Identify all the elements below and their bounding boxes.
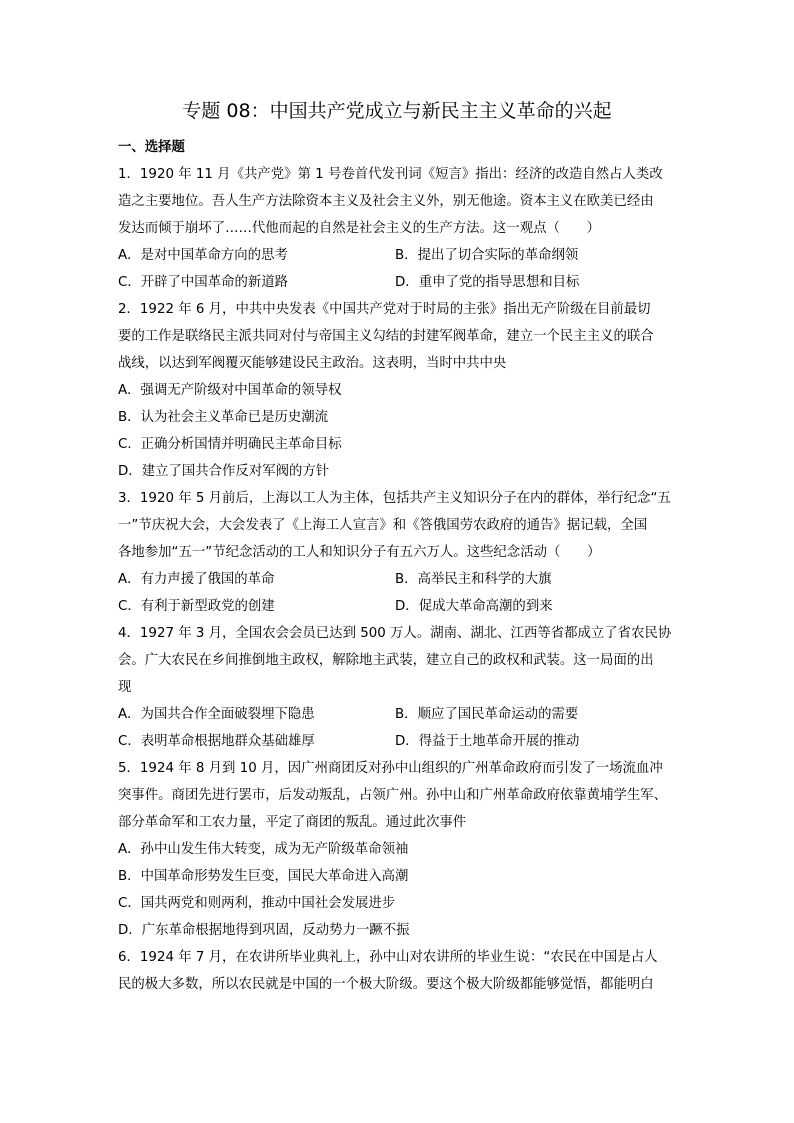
option-b: B．中国革命形势发生巨变，国民大革命进入高潮: [118, 869, 409, 884]
option-a: A．是对中国革命方向的思考: [118, 248, 288, 263]
option-c: C．有利于新型政党的创建: [118, 599, 275, 614]
option-a: A．强调无产阶级对中国革命的领导权: [118, 383, 342, 398]
option-d: D．建立了国共合作反对军阀的方针: [118, 464, 330, 479]
question-5: [118, 755, 678, 944]
question-text-line: 战线，以达到军阀覆灭能够建设民主政治。这表明，当时中共中央: [118, 356, 507, 371]
document-title: 专题 08：中国共产党成立与新民主主义革命的兴起: [182, 100, 612, 122]
question-text-line: 突事件。商团先进行罢市，后发动叛乱，占领广州。孙中山和广州革命政府依靠黄埔学生军、: [118, 788, 668, 803]
document-content: [118, 134, 678, 998]
question-text-line: 一”节庆祝大会，大会发表了《上海工人宣言》和《答俄国劳农政府的通告》据记载，全国: [118, 518, 648, 533]
options-row: [118, 728, 678, 755]
question-text-line: 6．1924 年 7 月，在农讲所毕业典礼上，孙中山对农讲所的毕业生说：“农民在中国是占人: [118, 950, 658, 965]
question-text-line: 发达而倾于崩坏了……代他而起的自然是社会主义的生产方法。这一观点（ ）: [118, 221, 601, 236]
question-2: [118, 296, 678, 485]
section-heading: 一、选择题: [118, 140, 185, 155]
option-a: A．孙中山发生伟大转变，成为无产阶级革命领袖: [118, 842, 409, 857]
question-text-line: 造之主要地位。吾人生产方法除资本主义及社会主义外，别无他途。资本主义在欧美已经由: [118, 194, 654, 209]
option-b: B．认为社会主义革命已是历史潮流: [118, 410, 329, 425]
option-d: D．促成大革命高潮的到来: [395, 599, 553, 614]
question-text-line: 要的工作是联络民主派共同对付与帝国主义勾结的封建军阀革命，建立一个民主主义的联合: [118, 329, 654, 344]
question-text-line: 部分革命军和工农力量，平定了商团的叛乱。通过此次事件: [118, 815, 467, 830]
options-row: [118, 269, 678, 296]
question-text-line: 1．1920 年 11 月《共产党》第 1 号卷首代发刊词《短言》指出：经济的改造自然占人类改: [118, 167, 663, 182]
option-c: C．表明革命根据地群众基础雄厚: [118, 734, 315, 749]
options-row: [118, 701, 678, 728]
options-row: [118, 242, 678, 269]
question-text-line: 会。广大农民在乡间推倒地主政权，解除地主武装，建立自己的政权和武装。这一局面的出: [118, 653, 654, 668]
options-row: [118, 593, 678, 620]
option-b: B．提出了切合实际的革命纲领: [395, 248, 579, 263]
option-b: B．高举民主和科学的大旗: [395, 572, 552, 587]
option-c: C．国共两党和则两利，推动中国社会发展进步: [118, 896, 396, 911]
option-d: D．广东革命根据地得到巩固，反动势力一蹶不振: [118, 923, 410, 938]
question-text-line: 3．1920 年 5 月前后，上海以工人为主体，包括共产主义知识分子在内的群体，举行纪念“五: [118, 491, 671, 506]
option-c: C．开辟了中国革命的新道路: [118, 275, 289, 290]
option-a: A．有力声援了俄国的革命: [118, 572, 275, 587]
question-4: [118, 620, 678, 755]
options-row: [118, 566, 678, 593]
option-d: D．重申了党的指导思想和目标: [395, 275, 580, 290]
option-c: C．正确分析国情并明确民主革命目标: [118, 437, 342, 452]
question-1: [118, 161, 678, 296]
question-6: [118, 944, 678, 998]
question-text-line: 5．1924 年 8 月到 10 月，因广州商团反对孙中山组织的广州革命政府而引发了一场流血冲: [118, 761, 663, 776]
question-3: [118, 485, 678, 620]
question-text-line: 2．1922 年 6 月，中共中央发表《中国共产党对于时局的主张》指出无产阶级在目前最切: [118, 302, 651, 317]
question-text-line: 各地参加“五一”节纪念活动的工人和知识分子有五六万人。这些纪念活动（ ）: [118, 545, 601, 560]
question-text-line: 现: [118, 680, 132, 695]
question-text-line: 民的极大多数，所以农民就是中国的一个极大阶级。要这个极大阶级都能够觉悟，都能明白: [118, 977, 654, 992]
option-b: B．顺应了国民革命运动的需要: [395, 707, 579, 722]
option-a: A．为国共合作全面破裂埋下隐患: [118, 707, 315, 722]
question-text-line: 4．1927 年 3 月，全国农会会员已达到 500 万人。湖南、湖北、江西等省都成立了省农民协: [118, 626, 672, 641]
option-d: D．得益于土地革命开展的推动: [395, 734, 580, 749]
